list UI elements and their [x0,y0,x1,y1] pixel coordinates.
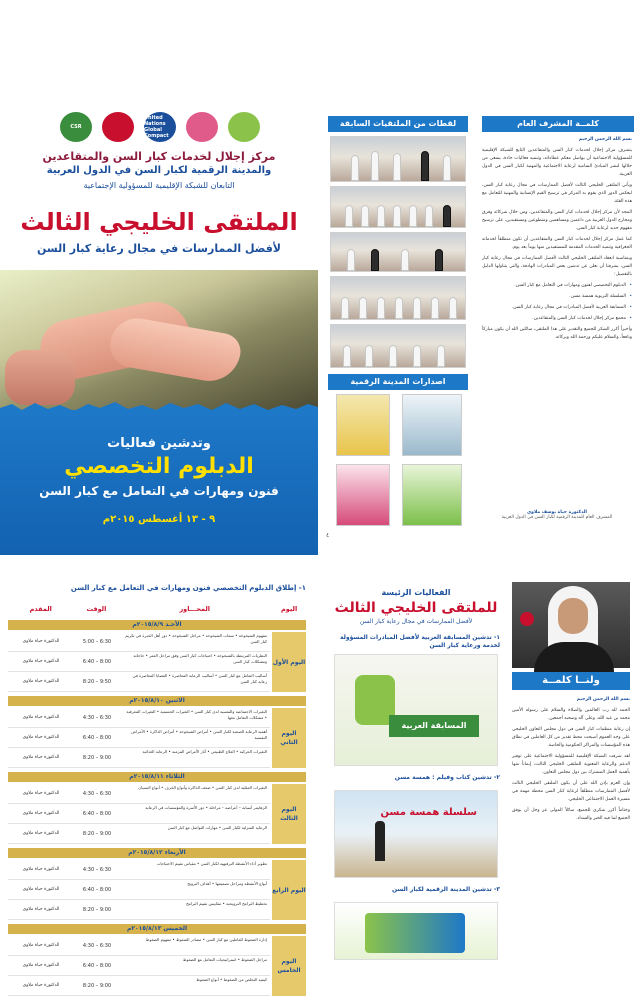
schedule-presenter-cell: الدكتورة حياة ملاوي [22,715,60,720]
cover-page [0,100,318,555]
platform-logo [102,112,134,142]
schedule-topics-cell: مراحل الضغوط • استراتيجيات التعامل مع الضغوط [182,957,267,962]
table-row [8,728,270,748]
csr-logo: CSR [60,112,92,142]
schedule-presenter-cell: الدكتورة حياة ملاوي [22,735,60,740]
schedule-topics-cell: أهمية الرعاية الصحية لكبار السن • أمراض الشيخوخة • أمراض الذاكرة • الأمراض النفسية [131,729,267,740]
launch-text: وتدشين فعاليات [107,436,211,451]
schedule-time-cell: 4:30 – 6:30 [82,790,112,797]
header-day: اليوم [281,605,298,613]
schedule-topics-cell: كيفية التخلص من الضغوط • أنواع الضغوط [196,977,267,982]
main-events-title: للملتقى الخليجي الثالث [334,600,498,616]
table-row [8,936,270,956]
diploma-subtitle: فنون ومهارات في التعامل مع كبار السن [39,484,279,498]
heart-logo [186,112,218,142]
schedule-topics-cell: الزهايمر أسبابه – أعراضه – مراحله • دور الأسرة والمؤسسات في الرعاية [145,805,267,810]
paragraph: ويأتي الملتقى الخليجي الثالث لأفضل الممارسات في مجال رعاية كبار السن، ليعكس الدور الذي يقوم به المركز في ترسيخ القيم الإنسانية والمهنية للتعامل مع هذه الفئة. [482,183,632,204]
schedule-presenter-cell: الدكتورة حياة ملاوي [22,887,60,892]
schedule-day-label: اليوم الثاني [272,708,306,768]
schedule-day-block [8,936,306,996]
holding-hands-photo [0,270,318,410]
cover-heading [10,150,308,192]
initiative-bullet: • مجمع مركز إجلال لخدمات كبار السن والمتقاعدين. [482,315,632,323]
book-film-poster [334,790,498,878]
meeting-photo-4 [330,276,466,320]
schedule-title: ١- إطلاق الدبلوم التخصصي فنون ومهارات في التعامل مع كبار السن [70,584,306,592]
main-events-subtitle: لأفضل الممارسات في مجال رعاية كبار السن [359,618,473,625]
paragraph: المجد لأن مركز إجلال لخدمات كبار السن والمتقاعدين، ومن خلال شركائه وفرق ومخارج الدول العربية من داعمين ومساهمين ومتطوعين ومستفيدين، على ترسيخ مفهوم جديد لرعاية كبار السن. [482,210,632,231]
schedule-presenter-cell: الدكتورة حياة ملاوي [22,983,60,988]
table-row [8,900,270,920]
schedule-time-cell: 6:40 – 8:00 [82,734,112,741]
paragraph: كما عمل مركز إجلال لخدمات كبار السن والمتقاعدين أن تكون منطلقاً لخدماته الجغرافية وتنمية الخدمات المقدمة للمستفيدين منها يوماً بعد يوم. [482,237,632,250]
header-time: الوقت [86,605,107,613]
cover-diploma-panel [0,410,318,555]
paragraph: وختاماً أكرر شكري للجميع، سائلاً المولى عز وجل أن يوفق الجميع لما فيه الخير والسداد. [512,808,630,821]
schedule-time-cell: 8:20 – 9:00 [82,754,112,761]
schedule-presenter-cell: الدكتورة حياة ملاوي [22,791,60,796]
diploma-title: الدبلوم التخصصي [64,454,254,479]
supervisor-word-text [482,136,632,516]
paragraph: بسم الله الرحمن الرحيم [578,137,632,142]
schedule-time-cell: 6:40 – 8:00 [82,886,112,893]
schedule-time-cell: 5:00 – 6:30 [82,638,112,645]
meeting-photo-2 [330,186,466,228]
city-logo [228,112,260,142]
publications-bar: اصدارات المدينة الرقمية [328,374,468,390]
table-row [8,824,270,844]
table-row [8,880,270,900]
table-row [8,748,270,768]
digital-city-poster [334,902,498,960]
publication-cover-2 [402,394,462,456]
cover-main-title: الملتقى الخليجي الثالث [20,208,298,236]
signature-name: الدكتورة حياة يوسف ملاوي [527,510,587,515]
schedule-presenter-cell: الدكتورة حياة ملاوي [22,867,60,872]
paragraph: وإن العزم بإذن الله على أن يكون الملتقى الخليجي الثالث لأفضل الممارسات منطلقاً لرعاية كبار السن محطة مهمة في مسيرة العمل الاجتماعي الخليجي. [512,781,630,802]
paragraph: لقد شرفت الشبكة الإقليمية للمسؤولية الاجتماعية على توفير الدعم والرعاية المعنوية للملتقى الخليجي الثالث، إيماناً منها بأهمية العمل المشترك بين دول مجلس التعاون. [512,754,630,775]
cover-heading-line3: التابعان للشبكة الإقليمية للمسؤولية الإجتماعية [83,181,235,190]
schedule-day-block [8,632,306,692]
table-row [8,672,270,692]
cover-heading-line1: مركز إجلال لخدمات كبار السن والمتقاعدين [42,150,276,163]
schedule-topics-cell: التغيرات الحركية • العلاج الطبيعي • آثار الأمراض المزمنة • الرعاية الغذائية [142,749,267,754]
supervisor-word-bar: كلمــة المشرف العام [482,116,634,132]
paragraph: يتشرف مركز إجلال لخدمات كبار السن والمتقاعدين التابع للشبكة الإقليمية للمسؤولية الاجتماعية أن يواصل معكم عطاءاته، وتنميه فعاليات جادة، يسعى من خلالها لنشر المبادئ السامية لرعاية الاجتماعية والمهنية لكبار السن في الدول العربية. [482,148,632,177]
signature-role: المشرف العام للمدينة الرقمية لكبار السن في الدول العربية [501,515,613,520]
meeting-photo-5 [330,324,466,368]
schedule-topics-cell: تطوير أداء الأنشطة الترفيهية لكبار السن • مقياس تقييم الاحتياجات [156,861,267,866]
schedule-header [8,602,306,616]
schedule-time-cell: 8:20 – 9:00 [82,830,112,837]
cover-heading-line2: والمدينة الرقمية لكبار السن في الدول العربية [46,165,272,176]
initiative-bullet: • الدبلوم التخصصي لفنون ومهارات في التعامل مع كبار السن. [482,282,632,290]
closing-paragraph: وأخيراً أكرر الشكر للجميع والتقدير على هذا الملتقى، سائلين الله أن يكون مباركاً ونافعاً، والسلام عليكم ورحمة الله وبركاته. [482,327,632,340]
schedule-presenter-cell: الدكتورة حياة ملاوي [22,639,60,644]
schedule-presenter-cell: الدكتورة حياة ملاوي [22,659,60,664]
initiative-bullet: • المسابقة العربية لأفضل المبادرات في مجال رعاية كبار السن. [482,304,632,312]
competition-label: المسابقة العربية [389,715,479,737]
cover-subtitle: لأفضل الممارسات في مجال رعاية كبار السن [36,242,281,255]
book-label: سلسلة همسة مسن [380,807,477,818]
schedule-presenter-cell: الدكتورة حياة ملاوي [22,943,60,948]
our-word-bar: ولنــا كلمــة [512,672,630,690]
event-item-3: ٣- تدشين المدينة الرقمية لكبار السن [391,886,500,893]
schedule-date-bar: الاثنين ٢٠١٥/٨/١٠م [8,696,306,706]
table-row [8,976,270,996]
schedule-time-cell: 8:20 – 9:00 [82,982,112,989]
schedule-time-cell: 4:30 – 6:30 [82,866,112,873]
paragraph: الحمد لله رب العالمين والصلاة والسلام على رسوله الأمين محمد بن عبد الله، وعلى آله وصحبه أجمعين. [512,708,630,721]
meeting-photo-1 [330,136,466,182]
schedule-topics-cell: أنواع الأنشطة ومراحل تصميمها • أهداف الترويح [187,881,267,886]
table-row [8,708,270,728]
schedule-time-cell: 8:20 – 9:50 [82,678,112,685]
schedule-presenter-cell: الدكتورة حياة ملاوي [22,963,60,968]
publication-cover-1 [336,394,390,456]
schedule-time-cell: 8:20 – 9:00 [82,906,112,913]
schedule-date-bar: الخميس ٢٠١٥/٨/١٣م [8,924,306,934]
un-logo: United Nations Global Compact [144,112,176,142]
schedule-topics-cell: التغيرات الاجتماعية والنفسية لدى كبار السن • التغيرات الجسمية • التغيرات المعرفية • مشكلات التعامل معها [126,709,267,720]
schedule-day-block [8,784,306,844]
header-topics: المحـــاور [179,605,211,613]
schedule-topics-cell: إدارة الضغوط للعاملين مع كبار السن • مصادر الضغوط • مفهوم الضغوط [145,937,267,942]
page-number: ٤ [326,532,330,539]
schedule-presenter-cell: الدكتورة حياة ملاوي [22,831,60,836]
schedule-day-block [8,708,306,768]
our-word-text [512,696,630,956]
schedule-presenter-cell: الدكتورة حياة ملاوي [22,907,60,912]
schedule-time-cell: 6:40 – 8:00 [82,962,112,969]
header-presenter: المقدم [29,605,52,613]
event-dates: ٩ - ١٣ أغسطس ٢٠١٥م [102,514,216,525]
paragraph: وبمناسبة انعقاد الملتقى الخليجي الثالث لأفضل الممارسات في مجال رعاية كبار السن، يشرفنا أن نعلن عن تدشين بعض المبادرات الهادفة، والتي يتناولها الدليل بالتفصيل: [482,256,632,277]
competition-poster [334,654,498,766]
table-row [8,784,270,804]
table-row [8,652,270,672]
schedule-date-bar: الأحـد ٢٠١٥/٨/٩م [8,620,306,630]
schedule-topics-cell: مفهوم الشيخوخة • سمات الشيخوخة • مراحل الشيخوخة • دور أهل الخبرة في تكريم كبار السن [125,633,267,644]
our-word-page [322,568,640,960]
schedule-date-bar: الثلاثاء ٢٠١٥/٨/١١م [8,772,306,782]
signature-block [482,510,632,520]
schedule-page [0,568,318,989]
schedule-topics-cell: تخطيط البرامج الترويحية • مقاييس تقييم البرامج [186,901,267,906]
schedule-day-label: اليوم الرابع [272,860,306,920]
publication-cover-4 [402,464,462,526]
schedule-topics-cell: أساليب التعامل مع كبار السن • أساليب الرعاية المعاصرة • القضايا المعاصرة في رعاية كبار السن [132,673,267,684]
table-row [8,860,270,880]
schedule-date-bar: الأربعاء ٢٠١٥/٨/١٢م [8,848,306,858]
previous-meetings-bar: لقطات من الملتقيات السابقة [328,116,468,132]
schedule-topics-cell: النظريات المرتبطة بالشيخوخة • احتياجات كبار السن وفق مراحل العمر • حاجاته ومشكلات كبار السن [133,653,267,664]
schedule-topics-cell: التغيرات العقلية لدى كبار السن • ضعف الذاكرة وأنواع الخرف • أنواع النسيان [138,785,267,790]
supervisor-word-page [322,112,640,542]
schedule-time-cell: 4:30 – 6:30 [82,714,112,721]
schedule-presenter-cell: الدكتورة حياة ملاوي [22,811,60,816]
partner-logos [60,112,260,144]
event-item-2: ٢- تدشين كتاب وفيلم : همسة مسن [394,774,500,781]
speaker-portrait [512,582,630,668]
schedule-time-cell: 6:40 – 8:00 [82,658,112,665]
publication-cover-3 [336,464,390,526]
schedule-presenter-cell: الدكتورة حياة ملاوي [22,679,60,684]
table-row [8,804,270,824]
initiative-bullet: • السلسلة التربوية همسة مسن. [482,293,632,301]
meeting-photo-3 [330,232,466,272]
schedule-day-label: اليوم الثالث [272,784,306,844]
schedule-day-label: اليوم الأول [272,632,306,692]
main-events-heading: الفعاليات الرئيسة [381,588,451,597]
schedule-time-cell: 6:40 – 8:00 [82,810,112,817]
event-item-1: ١- تدشين المسابقة العربية لأفضل المبادرات المسؤولة لخدمة ورعاية كبار السن [340,634,500,649]
table-row [8,956,270,976]
table-row [8,632,270,652]
schedule-time-cell: 4:30 – 6:30 [82,942,112,949]
schedule-presenter-cell: الدكتورة حياة ملاوي [22,755,60,760]
paragraph: إن رعاية منظمات كبار السن في دول مجلس التعاون الخليجي على وجه العموم أصبحت محط تقدير من كل العاملين في نطاق هذه المؤسسات والمراكز الحكومية والخاصة. [512,727,630,748]
schedule-day-block [8,860,306,920]
schedule-topics-cell: الرعاية المنزلية لكبار السن • مهارات التواصل مع كبار السن [167,825,267,830]
paragraph: بسم الله الرحمن الرحيم [576,697,630,702]
schedule-day-label: اليوم الخامس [272,936,306,996]
